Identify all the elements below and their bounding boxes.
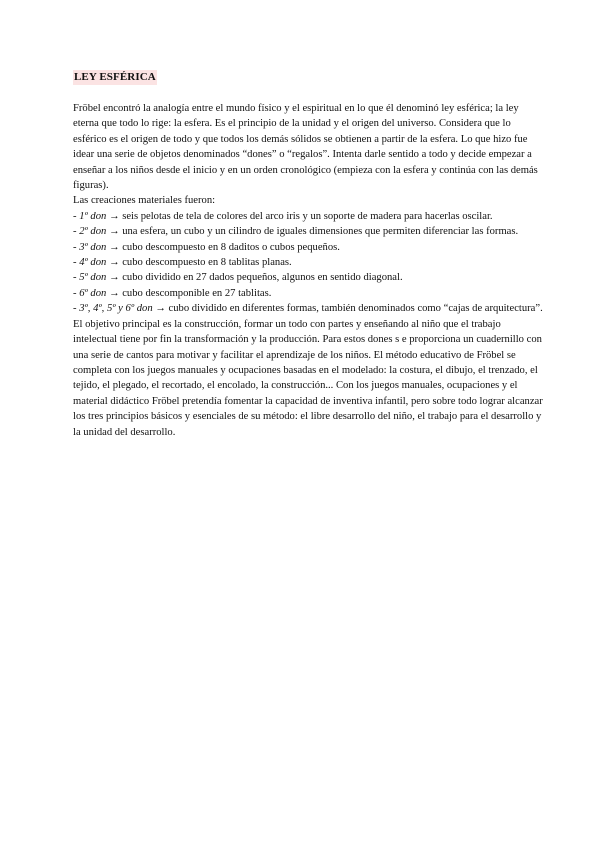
don-prefix: -	[73, 303, 80, 315]
don-item	[73, 270, 543, 285]
intro-paragraph: Fröbel encontró la analogía entre el mundo físico y el espiritual en lo que él denominó ley esférica; la ley eterna que todo lo rige: la esfera. Es el principio de la unidad y el origen del universo. Considera que lo esférico es el origen de todo y que todos los demás sólidos se obtienen a partir de la esfera. Lo que hizo fue idear una serie de objetos denominados “dones” o “regalos”. Intenta darle sentido a todo y decide empezar a enseñar a los niños desde el inicio y en un orden cronológico (empieza con la esfera y continúa con las demás figuras).	[73, 103, 538, 192]
don-text: cubo descompuesto en 8 tablitas planas.	[122, 257, 292, 269]
don-text: cubo descomponible en 27 tablitas.	[122, 287, 272, 299]
don-name: 1º don	[79, 210, 107, 222]
don-item	[73, 224, 543, 239]
don-text: cubo descompuesto en 8 daditos o cubos pequeños.	[122, 241, 340, 253]
don-item	[73, 255, 543, 270]
dones-list	[73, 209, 543, 440]
don-item	[73, 301, 543, 440]
document-page	[73, 70, 543, 440]
don-name: 4º don	[79, 257, 107, 269]
don-prefix: -	[73, 287, 80, 299]
don-name: 2º don	[79, 226, 107, 238]
arrow-icon: →	[106, 272, 123, 284]
don-name: 5º don	[79, 272, 107, 284]
don-name: 6º don	[79, 287, 107, 299]
don-prefix: -	[73, 257, 80, 269]
arrow-icon: →	[106, 287, 123, 299]
don-item	[73, 286, 543, 301]
don-name: 3º, 4º, 5º y 6º don	[79, 303, 153, 315]
arrow-icon: →	[106, 210, 123, 222]
don-prefix: -	[73, 241, 80, 253]
don-name: 3º don	[79, 241, 107, 253]
document-title: LEY ESFÉRICA	[74, 71, 156, 83]
don-text: una esfera, un cubo y un cilindro de iguales dimensiones que permiten diferenciar las formas.	[122, 226, 519, 238]
list-intro: Las creaciones materiales fueron:	[73, 195, 216, 207]
arrow-icon: →	[106, 257, 123, 269]
don-item	[73, 240, 543, 255]
arrow-icon: →	[152, 303, 169, 315]
don-text: seis pelotas de tela de colores del arco iris y un soporte de madera para hacerlas oscilar.	[122, 210, 493, 222]
don-prefix: -	[73, 210, 80, 222]
don-prefix: -	[73, 226, 80, 238]
arrow-icon: →	[106, 226, 123, 238]
don-text: cubo dividido en 27 dados pequeños, algunos en sentido diagonal.	[122, 272, 403, 284]
don-prefix: -	[73, 272, 80, 284]
don-text: cubo dividido en diferentes formas, también denominados como “cajas de arquitectura”. El objetivo principal es la construcción, formar un todo con partes y enseñando al niño que el trabajo intelectual tiene por fin la transformación y la producción. Para estos dones s e proporciona un cuadernillo con una serie de cantos para motivar y facilitar el aprendizaje de los niños. El método educativo de Fröbel se completa con los juegos manuales y ocupaciones basadas en el modelado: la costura, el dibujo, el trenzado, el tejido, el plegado, el recortado, el encolado, la construcción... Con los juegos manuales, ocupaciones y el material didáctico Fröbel pretendía fomentar la capacidad de inventiva infantil, pero sobre todo lograr alcanzar los tres principios básicos y esenciales de su método: el libre desarrollo del niño, el trabajo para el desarrollo y la unidad del desarrollo.	[73, 303, 543, 438]
don-item	[73, 209, 543, 224]
arrow-icon: →	[106, 241, 123, 253]
